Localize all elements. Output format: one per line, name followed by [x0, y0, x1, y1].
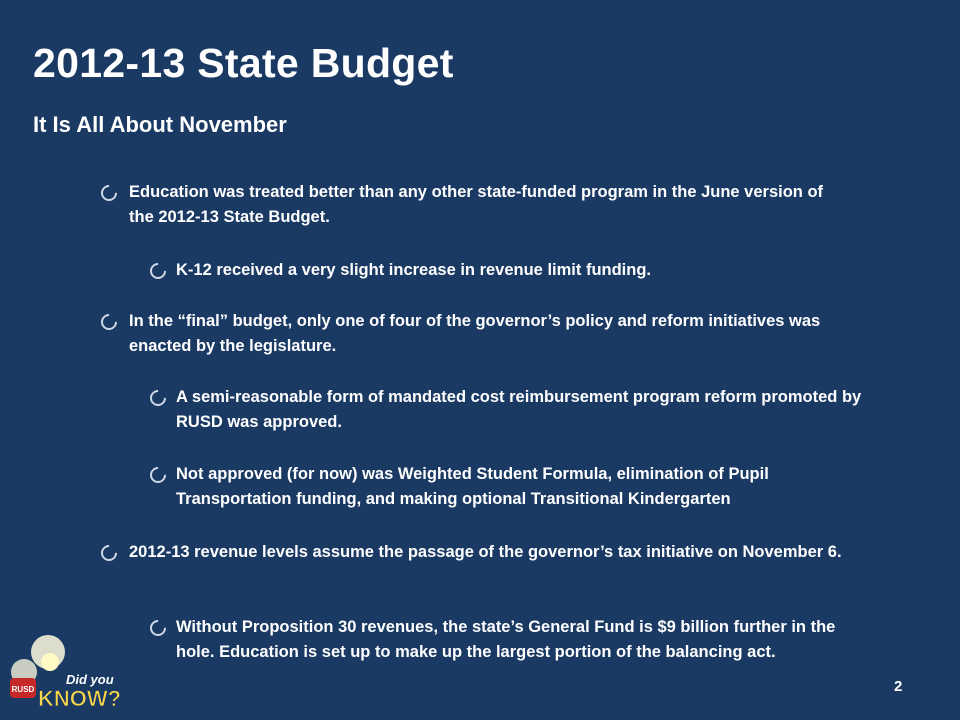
- sub-bullet-item: [176, 385, 866, 435]
- bullet-item: [129, 180, 849, 230]
- sub-bullet-item: [176, 462, 866, 512]
- bullet-text: Education was treated better than any other state-funded program in the June version of the 2012-13 State Budget.: [129, 183, 824, 226]
- bullet-circle-icon: [147, 464, 170, 487]
- sub-bullet-item: [176, 615, 866, 665]
- bullet-text: K-12 received a very slight increase in revenue limit funding.: [176, 261, 652, 279]
- bullet-circle-icon: [98, 311, 121, 334]
- logo-line1: Did you: [66, 672, 114, 687]
- bullet-circle-icon: [147, 387, 170, 410]
- bullet-text: A semi-reasonable form of mandated cost reimbursement program reform promoted by RUSD was approved.: [176, 388, 862, 431]
- bullet-item: [129, 309, 849, 359]
- page-number: 2: [894, 678, 903, 695]
- bullet-circle-icon: [147, 617, 170, 640]
- slide-title: 2012-13 State Budget: [33, 40, 454, 86]
- logo-line2: KNOW?: [38, 686, 122, 711]
- sub-bullet-item: [176, 258, 866, 283]
- bullet-text: In the “final” budget, only one of four of the governor’s policy and reform initiatives was enacted by the legislature.: [129, 312, 821, 355]
- bullet-text: Not approved (for now) was Weighted Student Formula, elimination of Pupil Transportation funding, and making optional Transitional Kindergarten: [176, 465, 769, 508]
- bullet-circle-icon: [147, 260, 170, 283]
- slide-subtitle: It Is All About November: [33, 112, 287, 137]
- bullet-text: 2012-13 revenue levels assume the passage of the governor’s tax initiative on November 6.: [129, 543, 842, 561]
- bullet-circle-icon: [98, 542, 121, 565]
- bullet-circle-icon: [98, 182, 121, 205]
- logo-badge: RUSD: [11, 685, 35, 694]
- did-you-know-logo: [4, 628, 124, 712]
- bullet-text: Without Proposition 30 revenues, the state’s General Fund is $9 billion further in the hole. Education is set up to make up the largest portion of the balancing act.: [176, 618, 836, 661]
- bullet-item: [129, 540, 849, 565]
